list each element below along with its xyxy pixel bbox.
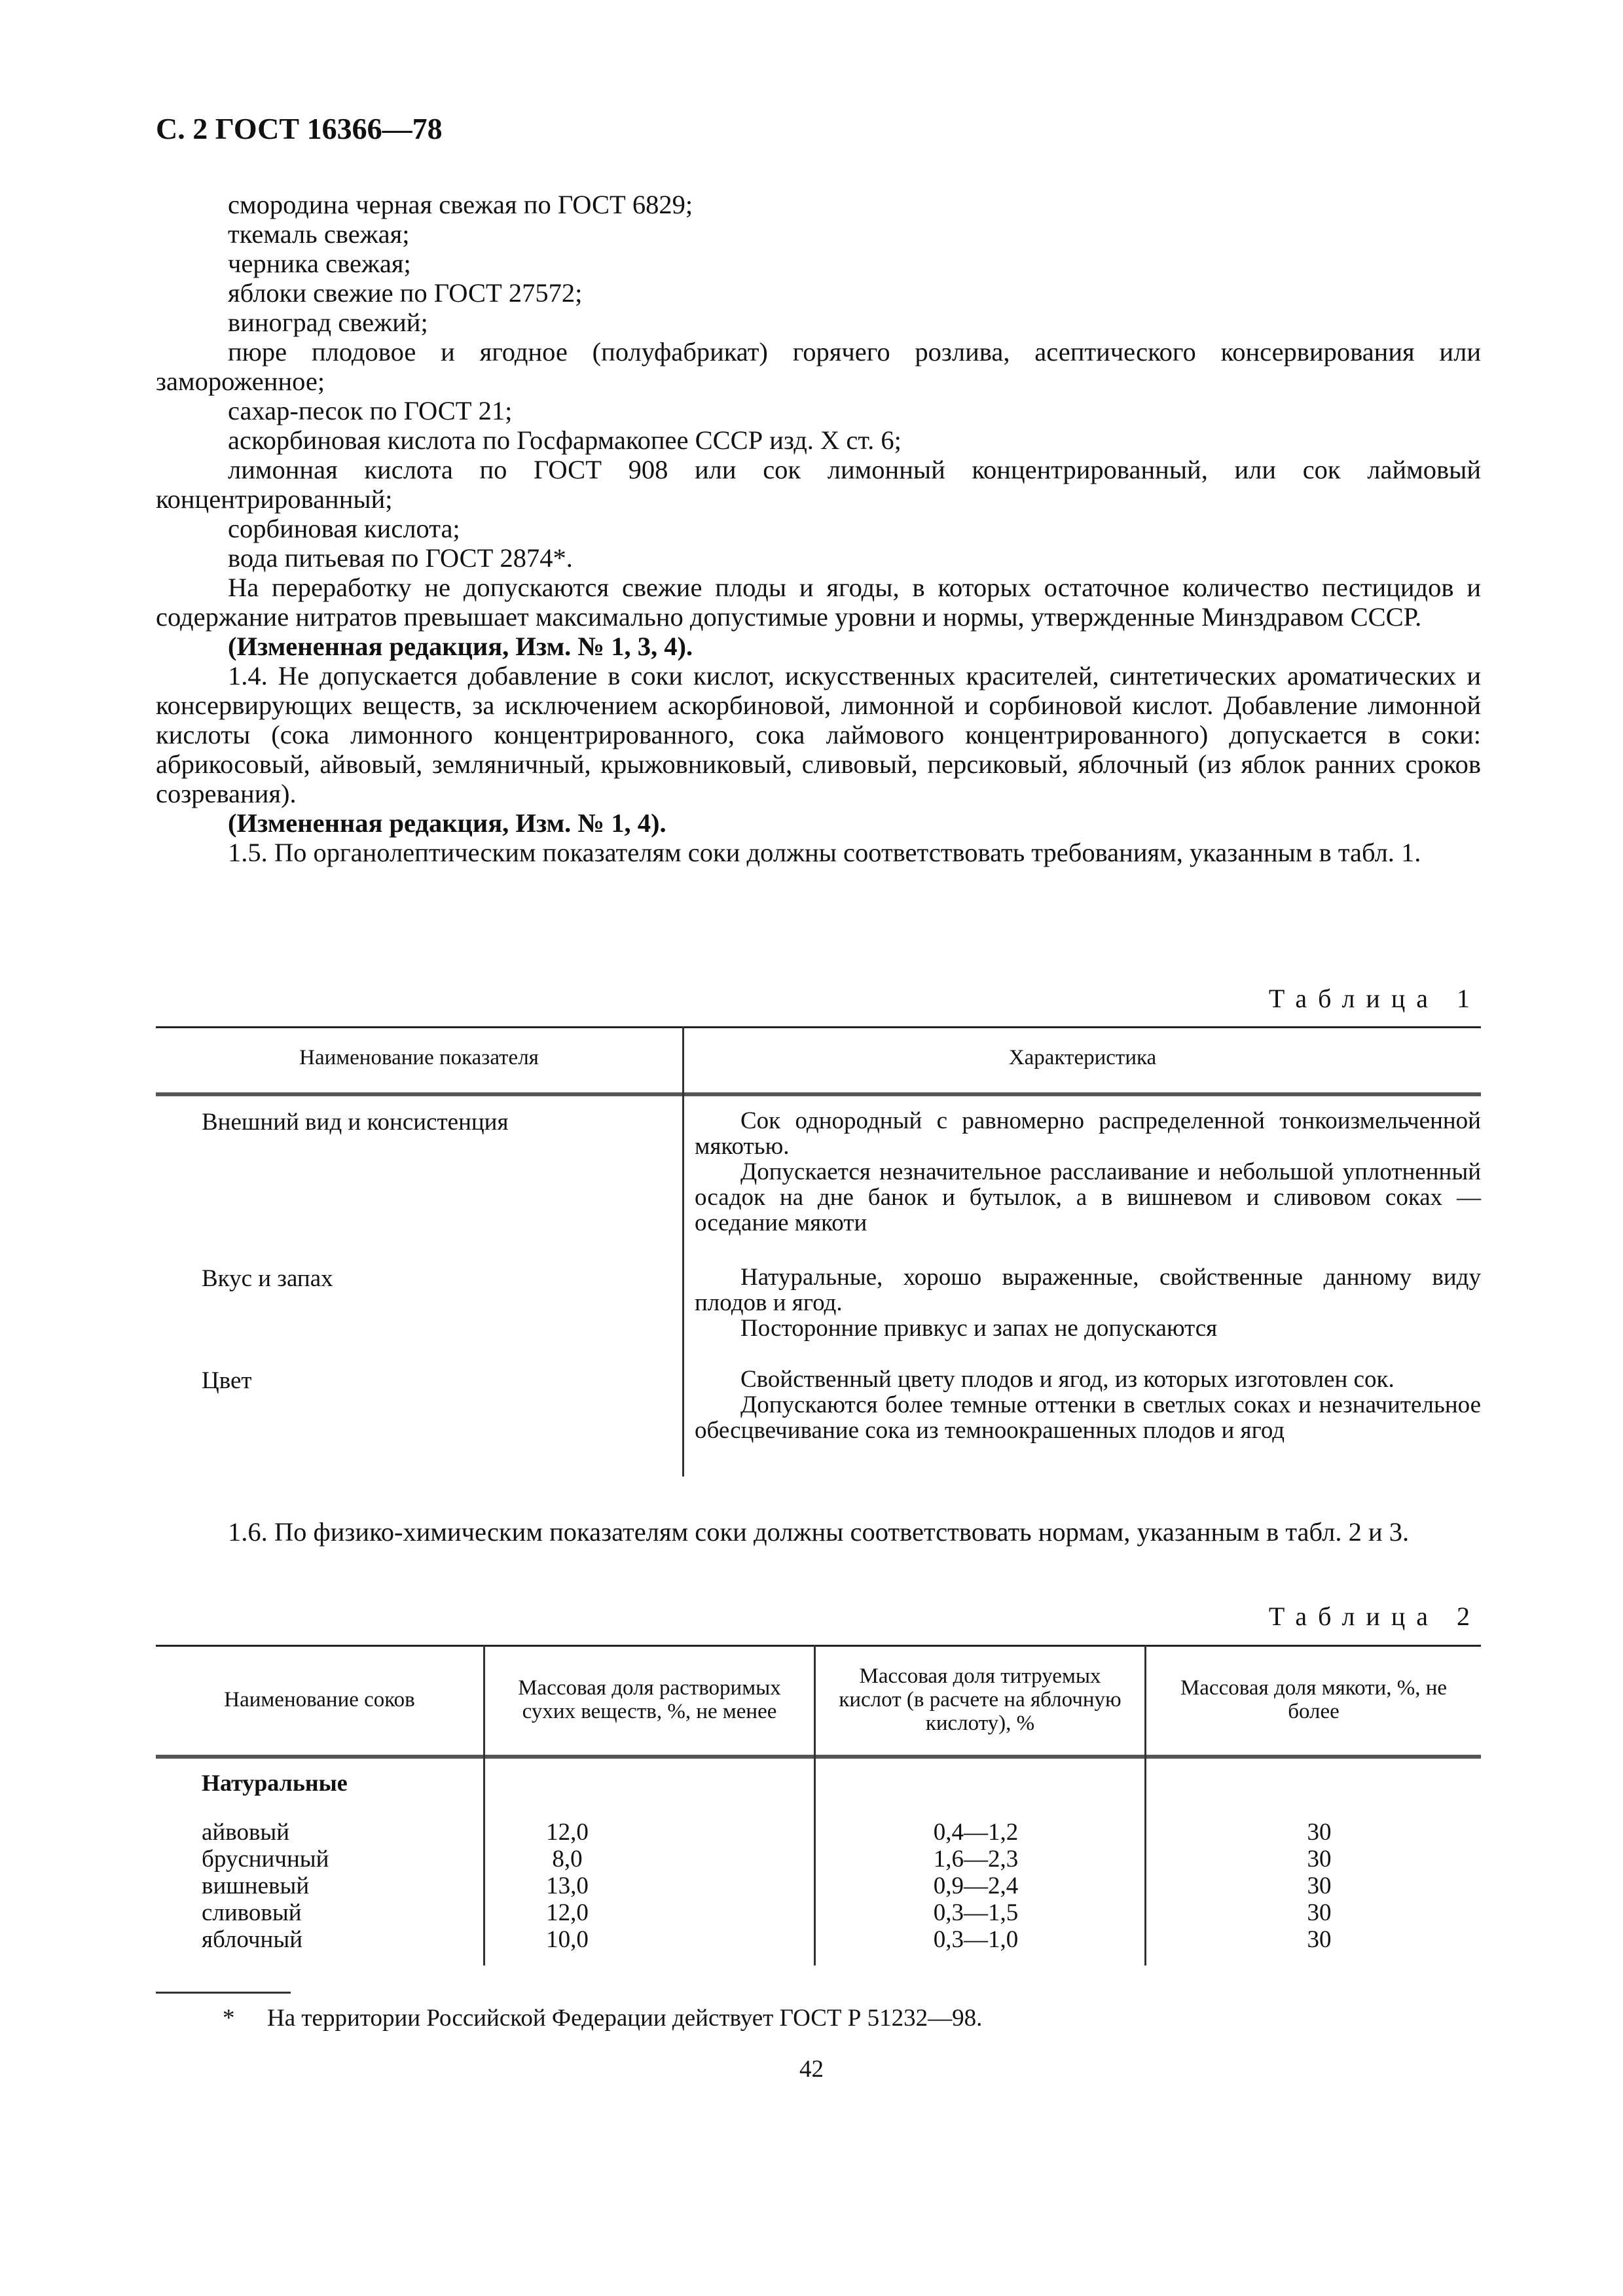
- table-header: Массовая доля растворимых сухих веществ, %, не менее: [518, 1676, 781, 1723]
- table-cell: Цвет: [202, 1367, 252, 1394]
- body-text: [156, 190, 1481, 867]
- table-2: [156, 1645, 1481, 1965]
- table-cell: 30: [1307, 1873, 1332, 1899]
- cell-text: Свойственный цвету плодов и ягод, из которых изготовлен сок.: [740, 1366, 1395, 1393]
- table-header: Массовая доля титруемых кислот (в расчете на яблочную кислоту), %: [839, 1664, 1122, 1735]
- table-row: [156, 1818, 1481, 1845]
- footnote-rule: [156, 1992, 291, 1994]
- table-row: [156, 1926, 1481, 1952]
- table-rule: [156, 1092, 1481, 1096]
- table-cell: 30: [1307, 1899, 1332, 1926]
- table-group-label: Натуральные: [202, 1770, 348, 1796]
- table-cell: 12,0: [546, 1899, 589, 1926]
- table-cell: 30: [1307, 1819, 1332, 1846]
- table-divider: [682, 1026, 684, 1477]
- table-cell: 0,3—1,0: [933, 1926, 1019, 1953]
- footnote-text: На территории Российской Федерации действует ГОСТ Р 51232—98.: [267, 2005, 983, 2032]
- table-cell: айвовый: [202, 1819, 290, 1846]
- table-cell: вишневый: [202, 1873, 310, 1899]
- table-cell: 8,0: [552, 1846, 583, 1873]
- list-item: виноград свежий;: [228, 308, 428, 337]
- table-cell: 30: [1307, 1926, 1332, 1953]
- paragraph: 1.6. По физико-химическим показателям соки должны соответствовать нормам, указанным в табл. 2 и 3.: [228, 1517, 1410, 1547]
- table-cell: 12,0: [546, 1819, 589, 1846]
- amendment-note: (Измененная редакция, Изм. № 1, 3, 4).: [228, 632, 693, 661]
- table-1: [156, 1026, 1481, 1477]
- table-rule: [156, 1755, 1481, 1759]
- amendment-note: (Измененная редакция, Изм. № 1, 4).: [228, 808, 666, 838]
- cell-text: Посторонние привкус и запах не допускаются: [740, 1315, 1218, 1342]
- cell-text: Допускается незначительное расслаивание и небольшой уплотненный осадок на дне банок и бутылок, а в вишневом и сливовом соках — оседание мякоти: [695, 1158, 1481, 1236]
- list-item: пюре плодовое и ягодное (полуфабрикат) горячего розлива, асептического консервирования или замороженное;: [156, 337, 1481, 396]
- list-item: аскорбиновая кислота по Госфармакопее СССР изд. X ст. 6;: [228, 425, 902, 455]
- cell-text: Натуральные, хорошо выраженные, свойственные данному виду плодов и ягод.: [695, 1264, 1481, 1316]
- list-item: лимонная кислота по ГОСТ 908 или сок лимонный концентрированный, или сок лаймовый концентрированный;: [156, 455, 1481, 514]
- body-text: [156, 1517, 1481, 1547]
- footnote-mark: *: [223, 2005, 235, 2032]
- paragraph: На переработку не допускаются свежие плоды и ягоды, в которых остаточное количество пестицидов и содержание нитратов превышает максимально допустимые уровни и нормы, утвержденные Минздравом СССР.: [156, 573, 1481, 632]
- table-rule: [156, 1026, 1481, 1028]
- table-row: [156, 1845, 1481, 1872]
- table-header: Массовая доля мякоти, %, не более: [1180, 1676, 1448, 1723]
- table-cell: 0,3—1,5: [933, 1899, 1019, 1926]
- table-cell: 13,0: [546, 1873, 589, 1899]
- table-cell: 30: [1307, 1846, 1332, 1873]
- table-cell: 0,9—2,4: [933, 1873, 1019, 1899]
- table-cell: 0,4—1,2: [933, 1819, 1019, 1846]
- table-cell: сливовый: [202, 1899, 302, 1926]
- table-cell: Вкус и запах: [202, 1265, 333, 1292]
- list-item: смородина черная свежая по ГОСТ 6829;: [228, 190, 693, 219]
- table-cell: [695, 1108, 1481, 1236]
- list-item: яблоки свежие по ГОСТ 27572;: [228, 278, 583, 308]
- list-item: вода питьевая по ГОСТ 2874*.: [228, 543, 573, 573]
- table-row: [156, 1872, 1481, 1899]
- table-row: [156, 1899, 1481, 1926]
- cell-text: Допускаются более темные оттенки в светлых соках и незначительное обесцвечивание сока из темноокрашенных плодов и ягод: [695, 1391, 1481, 1444]
- table-header: Наименование соков: [224, 1688, 415, 1712]
- table-cell: Внешний вид и консистенция: [202, 1109, 509, 1136]
- table-cell: [695, 1367, 1481, 1443]
- table2-caption: Таблица 2: [1268, 1602, 1481, 1631]
- page-header: С. 2 ГОСТ 16366—78: [156, 112, 443, 145]
- list-item: сорбиновая кислота;: [228, 514, 460, 543]
- table-cell: 1,6—2,3: [933, 1846, 1019, 1873]
- table-cell: яблочный: [202, 1926, 302, 1953]
- page-number: 42: [799, 2056, 824, 2083]
- list-item: сахар-песок по ГОСТ 21;: [228, 396, 513, 425]
- paragraph: 1.5. По органолептическим показателям соки должны соответствовать требованиям, указанным в табл. 1.: [228, 838, 1421, 867]
- list-item: черника свежая;: [228, 249, 411, 278]
- table-cell: брусничный: [202, 1846, 329, 1873]
- table-cell: [695, 1265, 1481, 1341]
- paragraph: 1.4. Не допускается добавление в соки кислот, искусственных красителей, синтетических ароматических и консервирующих веществ, за исключением аскорбиновой, лимонной и сорбиновой кислот. Добавление лимонной кислоты (сока лимонного концентрированного, сока лаймового концентрированного) допускается в соки: абрикосовый, айвовый, земляничный, крыжовниковый, сливовый, персиковый, яблочный (из яблок ранних сроков созревания).: [156, 661, 1481, 808]
- cell-text: Сок однородный с равномерно распределенной тонкоизмельченной мякотью.: [695, 1107, 1481, 1160]
- list-item: ткемаль свежая;: [228, 219, 410, 249]
- table-cell: 10,0: [546, 1926, 589, 1953]
- table1-caption: Таблица 1: [1268, 984, 1481, 1013]
- table-header: Характеристика: [1008, 1046, 1157, 1069]
- table-header: Наименование показателя: [299, 1046, 539, 1069]
